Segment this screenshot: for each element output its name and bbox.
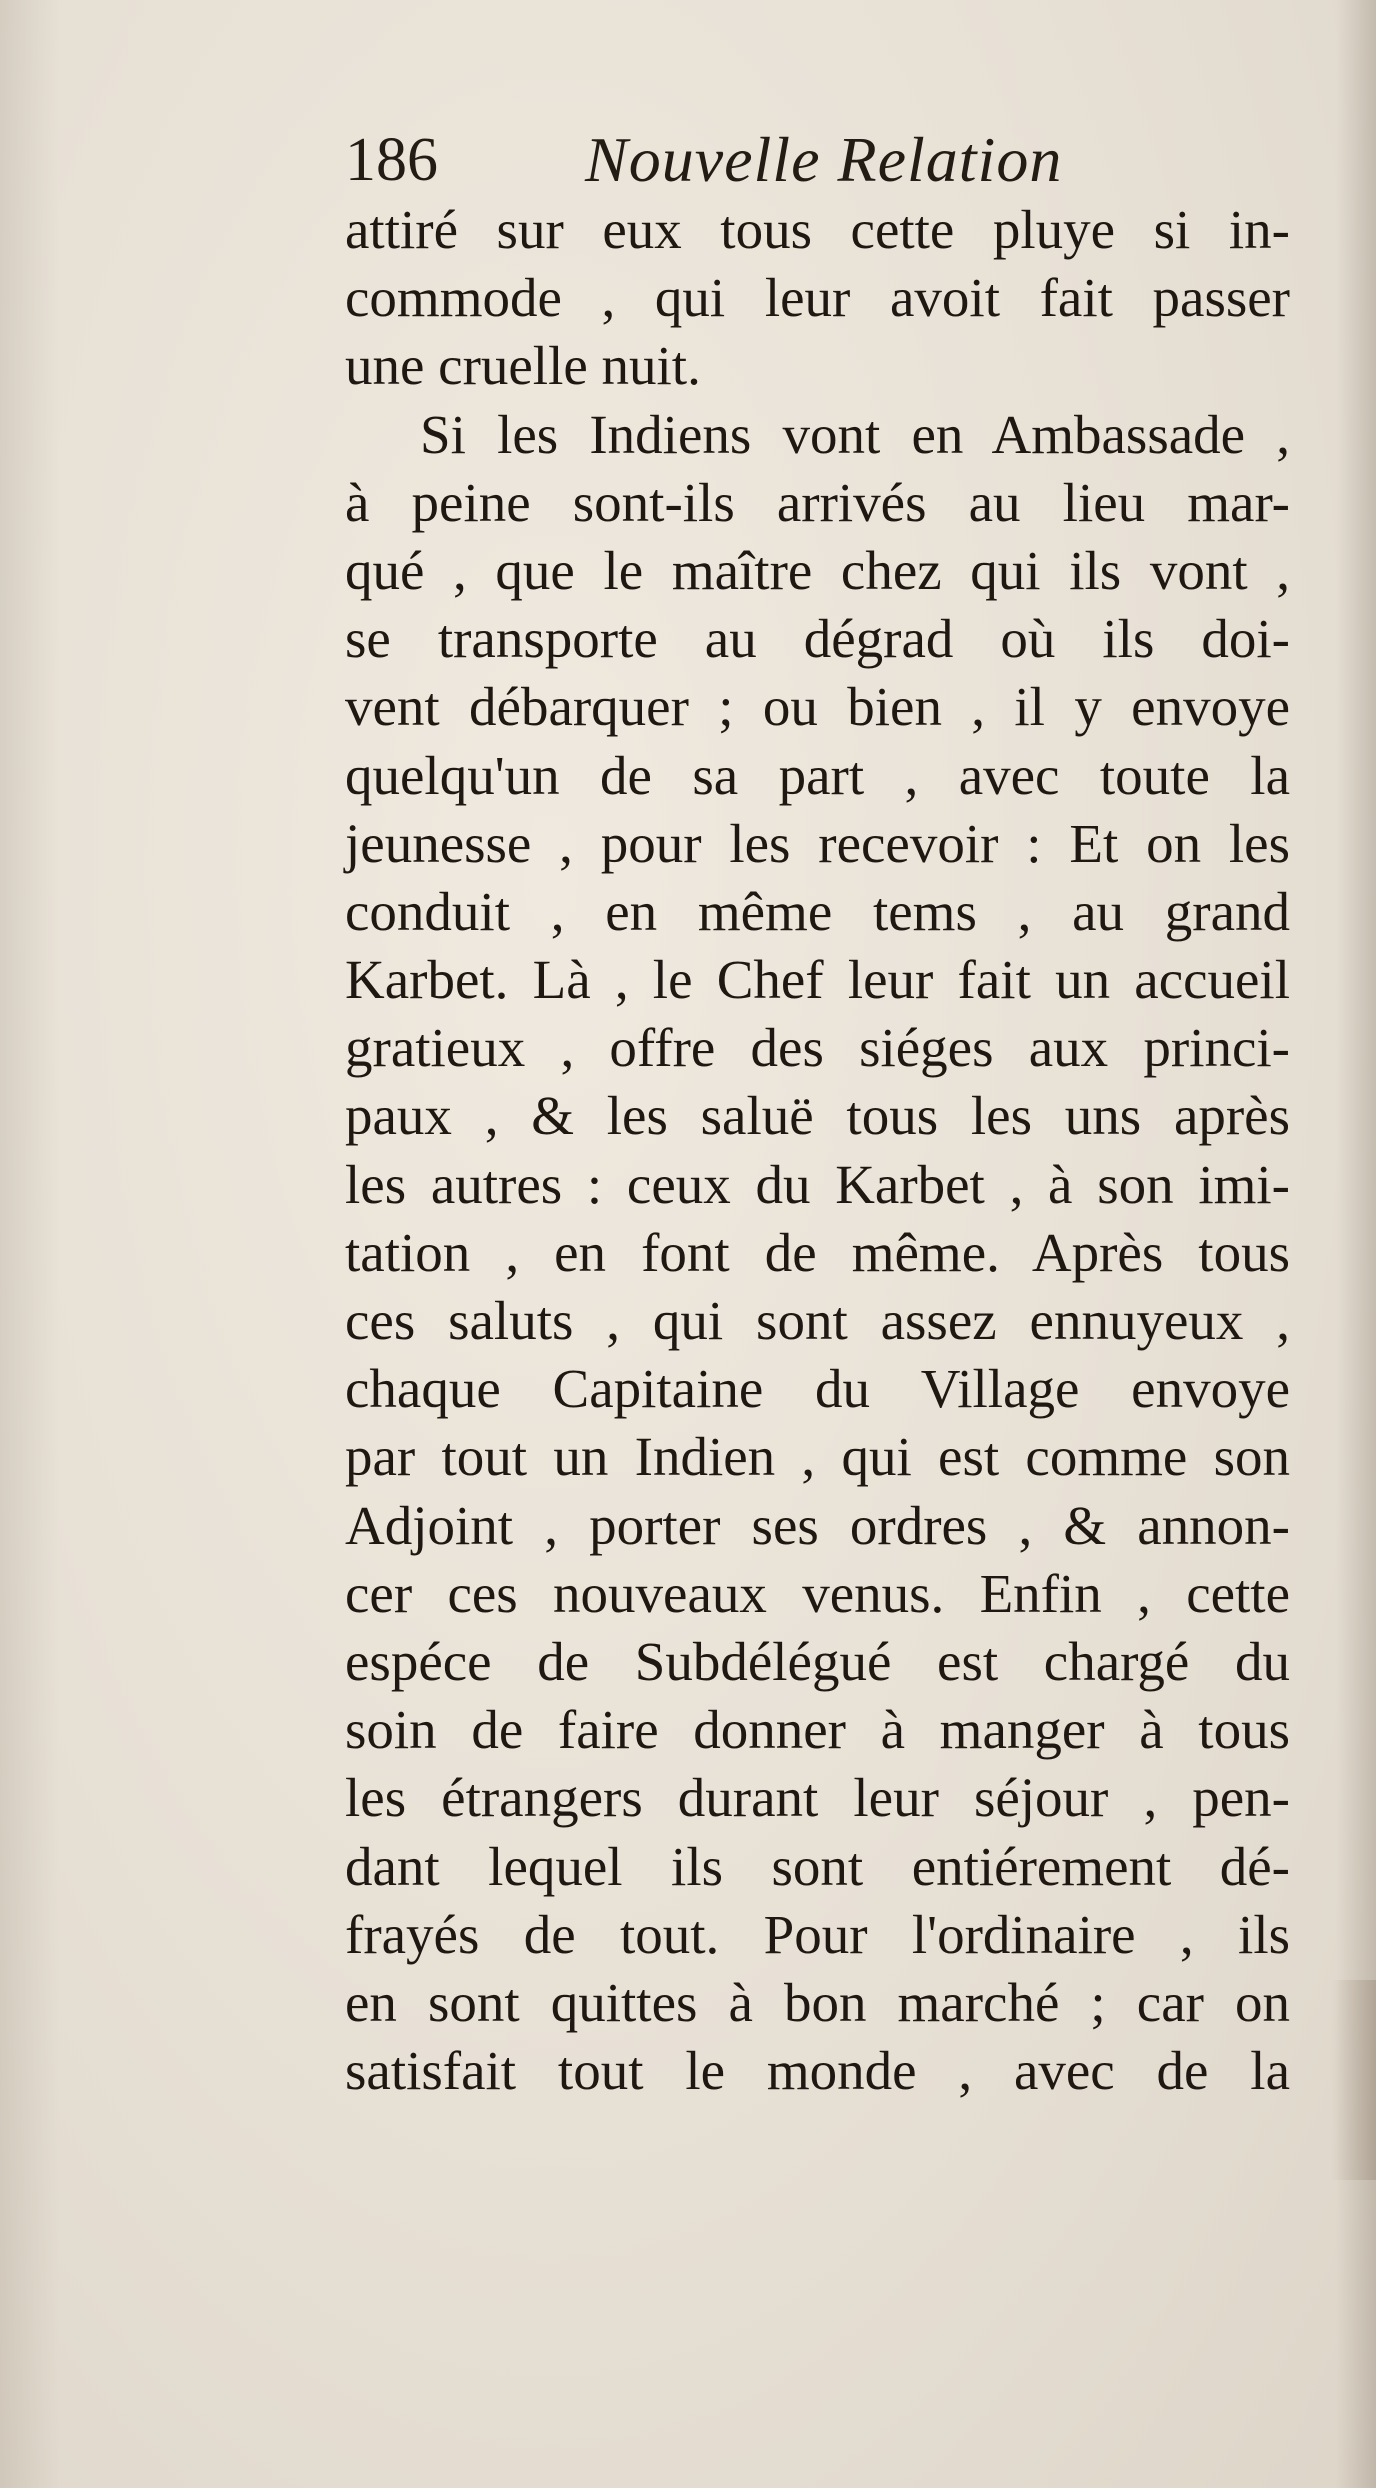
page-header: [345, 120, 1245, 200]
text-line: frayés de tout. Pour l'ordinaire , ils: [345, 1903, 1290, 1965]
text-line: par tout un Indien , qui est comme son: [345, 1426, 1290, 1488]
text-line: commode , qui leur avoit fait passer: [345, 267, 1290, 329]
text-line: qué , que le maître chez qui ils vont ,: [345, 539, 1290, 601]
page-number: 186: [345, 126, 438, 194]
paper-stain: [1330, 1980, 1376, 2180]
text-line: cer ces nouveaux venus. Enfin , cette: [345, 1562, 1290, 1624]
text-line: paux , & les saluë tous les uns après: [345, 1085, 1290, 1147]
text-line: jeunesse , pour les recevoir : Et on les: [345, 812, 1290, 874]
text-line: attiré sur eux tous cette pluye si in-: [345, 199, 1290, 260]
text-line: Adjoint , porter ses ordres , & annon-: [345, 1494, 1290, 1556]
text-line: Karbet. Là , le Chef leur fait un accueil: [345, 949, 1290, 1011]
body-text: [345, 196, 1290, 2105]
running-title: Nouvelle Relation: [585, 124, 1063, 195]
text-line: ces saluts , qui sont assez ennuyeux ,: [345, 1290, 1290, 1351]
text-line: en sont quittes à bon marché ; car on: [345, 1971, 1290, 2033]
text-line: tation , en font de même. Après tous: [345, 1221, 1290, 1283]
text-line: soin de faire donner à manger à tous: [345, 1699, 1290, 1761]
text-line: une cruelle nuit.: [345, 335, 701, 397]
text-line: satisfait tout le monde , avec de la: [345, 2040, 1290, 2102]
text-line: vent débarquer ; ou bien , il y envoye: [345, 676, 1290, 738]
text-line: conduit , en même tems , au grand: [345, 880, 1290, 942]
text-line: gratieux , offre des siéges aux princi-: [345, 1017, 1290, 1079]
text-line: se transporte au dégrad où ils doi-: [345, 608, 1290, 670]
text-line: les autres : ceux du Karbet , à son imi-: [345, 1153, 1290, 1215]
gutter-shadow: [0, 0, 60, 2488]
text-line: espéce de Subdélégué est chargé du: [345, 1630, 1290, 1692]
text-line: quelqu'un de sa part , avec toute la: [345, 744, 1290, 806]
text-line: Si les Indiens vont en Ambassade ,: [420, 403, 1290, 465]
text-line: chaque Capitaine du Village envoye: [345, 1358, 1290, 1420]
text-line: dant lequel ils sont entiérement dé-: [345, 1835, 1290, 1897]
text-line: à peine sont-ils arrivés au lieu mar-: [345, 471, 1290, 533]
text-line: les étrangers durant leur séjour , pen-: [345, 1767, 1290, 1829]
